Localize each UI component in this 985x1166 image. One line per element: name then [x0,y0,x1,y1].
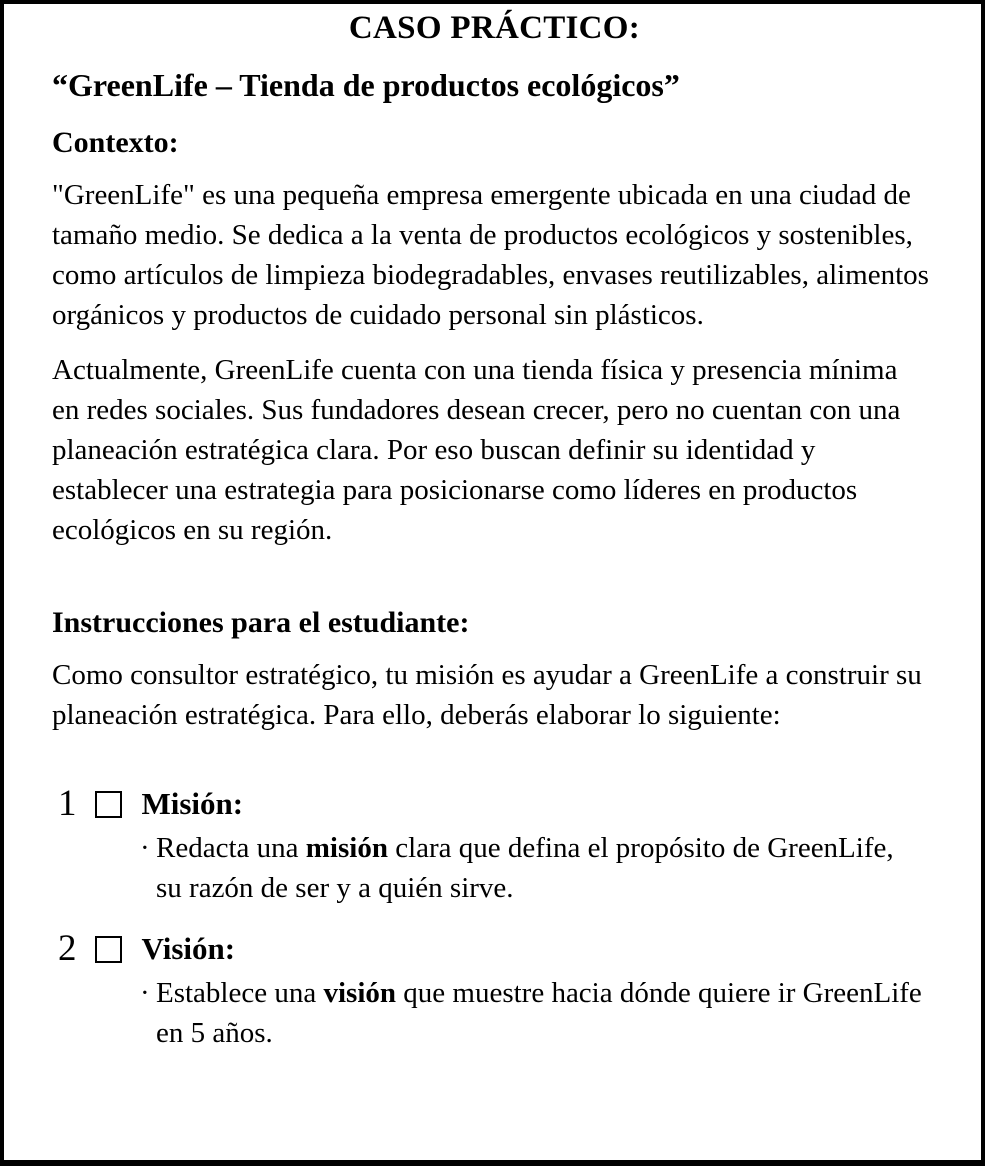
bullet-text-pre: Establece una [156,977,324,1010]
bullet-icon: · [140,977,150,1010]
bullet-text [156,973,926,1053]
context-heading: Contexto: [52,126,179,159]
task-number: 2 [58,928,77,970]
instructions-intro: Como consultor estratégico, tu misión es ayudar a GreenLife a construir su planeación estratégica. Para ello, deberás elaborar lo siguiente: [52,659,922,732]
task-item-vision [58,928,937,970]
page-subtitle: “GreenLife – Tienda de productos ecológicos” [52,67,680,103]
context-paragraph-1: "GreenLife" es una pequeña empresa emergente ubicada en una ciudad de tamaño medio. Se dedica a la venta de productos ecológicos y sostenibles, como artículos de limpieza biodegradables, envases reutilizables, alimentos orgánicos y productos de cuidado personal sin plásticos. [52,179,929,332]
task-title: Visión: [141,930,236,966]
bullet-icon: · [140,832,150,865]
bullet-text-bold: misión [305,832,388,865]
task-bullet-mision [140,828,937,908]
instructions-heading: Instrucciones para el estudiante: [52,606,470,640]
bullet-text-post: clara que defina el propósito de GreenLife, su razón de ser y a quién sirve. [156,832,894,905]
task-item-mision [58,783,937,825]
bullet-text-bold: visión [323,977,397,1010]
task-title: Misión: [141,785,244,821]
task-checkbox[interactable] [95,791,122,818]
page-title: CASO PRÁCTICO: [348,10,641,46]
task-number: 1 [58,783,77,825]
task-checkbox[interactable] [95,936,122,963]
bullet-text-post: que muestre hacia dónde quiere ir GreenLife en 5 años. [156,977,922,1050]
bullet-text-pre: Redacta una [156,832,306,865]
bullet-text [156,828,926,908]
task-bullet-vision [140,973,937,1053]
context-paragraph-2: Actualmente, GreenLife cuenta con una tienda física y presencia mínima en redes sociales. Sus fundadores desean crecer, pero no cuentan con una planeación estratégica clara. Por eso buscan definir su identidad y establecer una estrategia para posicionarse como líderes en productos ecológicos en su región. [52,354,901,547]
